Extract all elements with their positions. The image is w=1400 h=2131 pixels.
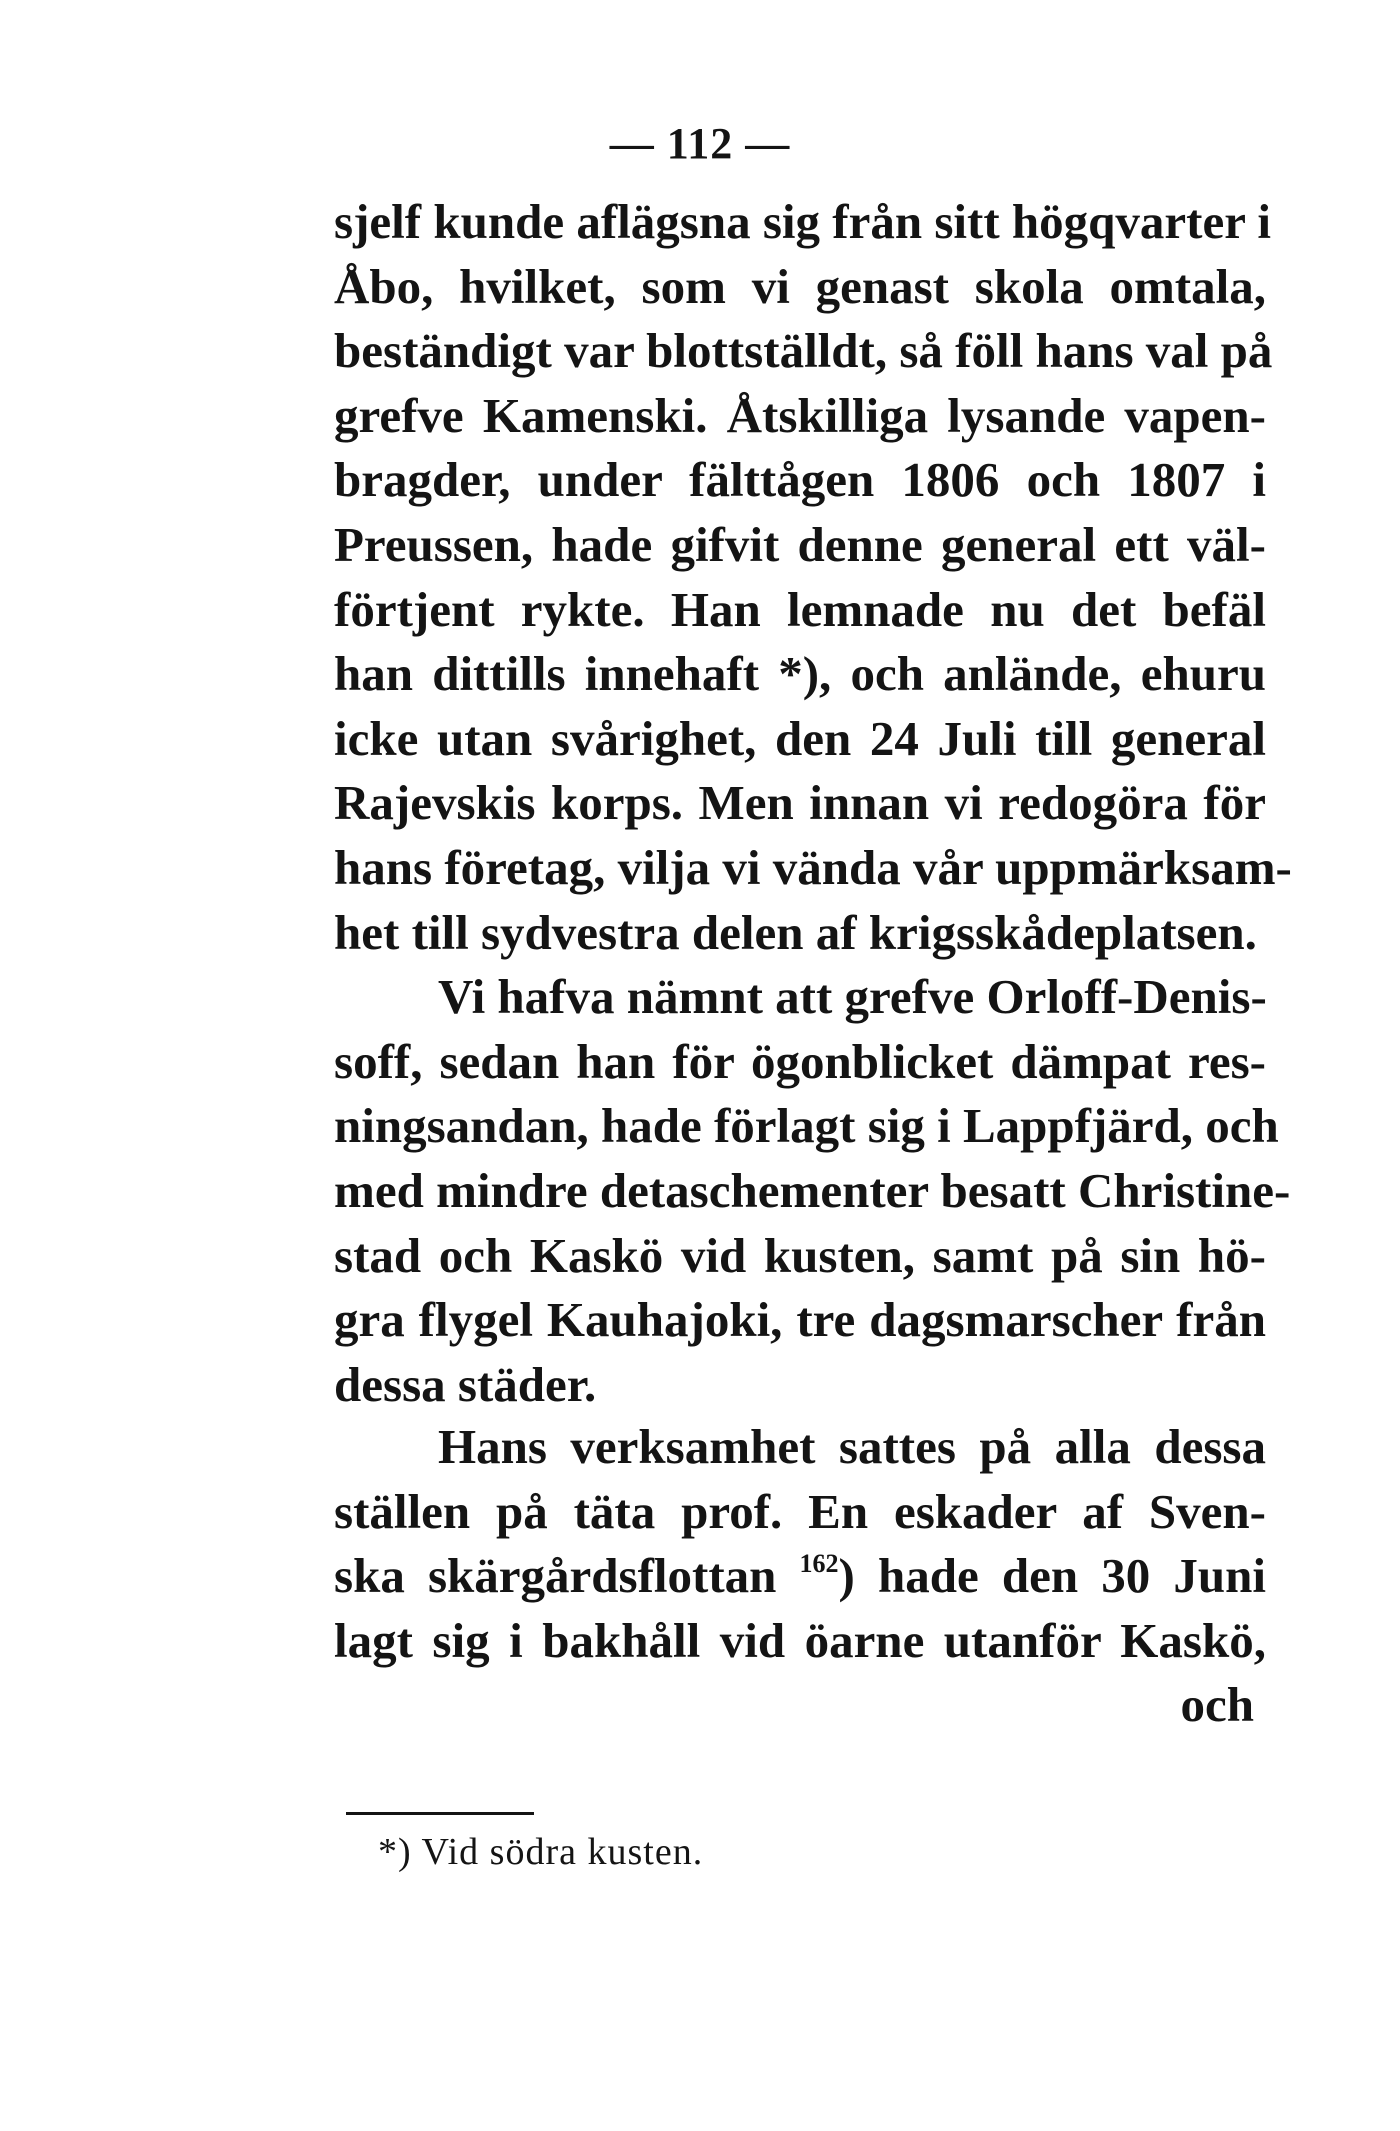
text-line: stad och Kaskö vid kusten, samt på sin hö- — [334, 1227, 1266, 1283]
text-line: förtjent rykte. Han lemnade nu det befäl — [334, 581, 1266, 637]
body-text-top — [334, 190, 1292, 1417]
text-line: gra flygel Kauhajoki, tre dagsmarscher från — [334, 1292, 1266, 1348]
catchword: och — [1180, 1677, 1254, 1733]
text-line: sjelf kunde aflägsna sig från sitt högqvarter i — [334, 194, 1271, 249]
text-line-with-note — [334, 1544, 1266, 1609]
text-line: bragder, under fälttågen 1806 och 1807 i — [334, 452, 1266, 508]
text-line: Åbo, hvilket, som vi genast skola omtala, — [334, 258, 1266, 314]
text-line: Rajevskis korps. Men innan vi redogöra för — [334, 775, 1266, 831]
paragraph-start-line: Hans verksamhet sattes på alla dessa — [438, 1419, 1266, 1474]
text-line: lagt sig i bakhåll vid öarne utanför Kaskö, — [334, 1612, 1266, 1668]
text-line: hans företag, vilja vi vända vår uppmärksam- — [334, 839, 1292, 895]
text-line: han dittills innehaft *), och anlände, ehuru — [334, 646, 1266, 702]
text-line: dessa städer. — [334, 1356, 597, 1412]
paragraph-start-line: Vi hafva nämnt att grefve Orloff-Denis- — [438, 969, 1267, 1025]
text-line: ställen på täta prof. En eskader af Sven- — [334, 1483, 1266, 1539]
text-line: het till sydvestra delen af krigsskådeplatsen. — [334, 904, 1257, 960]
footnote: *) Vid södra kusten. — [378, 1831, 704, 1873]
text-line: beständigt var blottställdt, så föll hans val på — [334, 323, 1273, 379]
text-line: soff, sedan han för ögonblicket dämpat res- — [334, 1033, 1266, 1089]
text-line: ningsandan, hade förlagt sig i Lappfjärd, och — [334, 1098, 1279, 1154]
body-text-bottom — [334, 1415, 1266, 1738]
text-line: Preussen, hade gifvit denne general ett väl- — [334, 516, 1266, 572]
text-fragment: ska skärgårdsflottan — [334, 1548, 777, 1604]
text-line: icke utan svårighet, den 24 Juli till general — [334, 710, 1266, 766]
text-fragment: ) hade den 30 Juni — [838, 1548, 1267, 1604]
text-line: med mindre detaschementer besatt Christine- — [334, 1162, 1291, 1218]
footnote-rule — [346, 1812, 534, 1815]
note-reference: 162 — [799, 1549, 839, 1579]
page-number: — 112 — — [609, 119, 791, 168]
text-line: grefve Kamenski. Åtskilliga lysande vapen- — [334, 387, 1266, 443]
